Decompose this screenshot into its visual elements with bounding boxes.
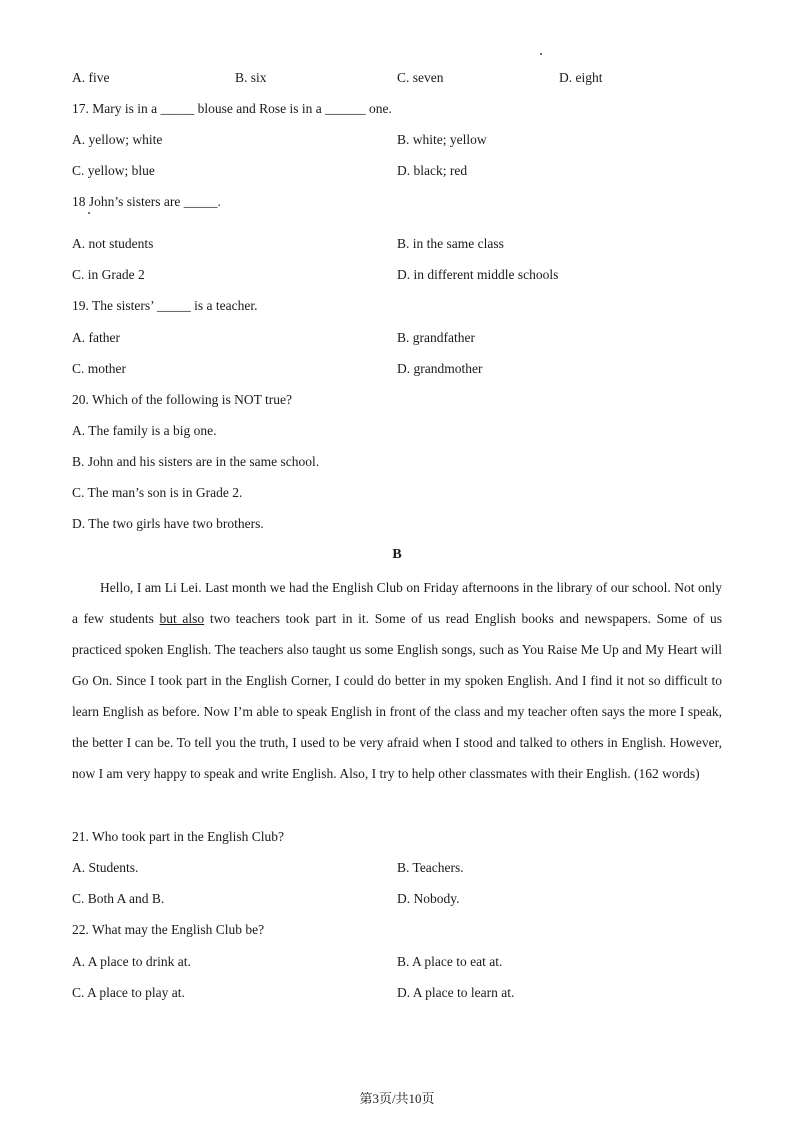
q18-option-d[interactable]: D. in different middle schools [397,267,559,282]
q22-option-a[interactable]: A. A place to drink at. [72,954,191,969]
q16-option-a[interactable]: A. five [72,70,110,85]
q22-option-b[interactable]: B. A place to eat at. [397,954,503,969]
q20-option-b[interactable]: B. John and his sisters are in the same school. [72,454,320,469]
q19-stem: 19. The sisters’ _____ is a teacher. [72,298,258,313]
passage-text-2: two teachers took part in it. Some of us read English books and newspapers. Some of us practiced spoken English. The teachers also taught us some English songs, such as You Raise Me Up and My Heart will Go On. Since I took part in the English Corner, I could do better in my spoken English. And I find it not so difficult to learn English as before. Now I’m able to speak English in front of the class and my teacher often says the more I speak, the better I can be. To tell you the truth, I used to be very afraid when I stood and talked to others in English. However, now I am very happy to speak and write English. Also, I try to help other classmates with their English. (162 words) [72,611,722,781]
q21-option-d[interactable]: D. Nobody. [397,891,460,906]
passage-text-1: Hello, I am Li Lei. Last month we had the English Club on Friday afternoons in the library of our school. Not only a few students [72,580,722,626]
page-number-footer: 第3页/共10页 [359,1091,435,1106]
reading-passage [72,572,722,789]
q18-stem: 18 John’s sisters are _____. [72,194,221,209]
passage-underlined-phrase: but also [159,611,205,626]
q16-option-d[interactable]: D. eight [559,70,603,85]
q18-option-b[interactable]: B. in the same class [397,236,504,251]
q17-option-b[interactable]: B. white; yellow [397,132,487,147]
q19-option-c[interactable]: C. mother [72,361,126,376]
q18-number-dot [88,212,90,214]
q17-stem: 17. Mary is in a _____ blouse and Rose is in a ______ one. [72,101,392,116]
q17-option-d[interactable]: D. black; red [397,163,468,178]
section-b-title: B [392,547,402,562]
q21-option-b[interactable]: B. Teachers. [397,860,464,875]
q21-option-c[interactable]: C. Both A and B. [72,891,165,906]
q19-option-d[interactable]: D. grandmother [397,361,483,376]
scan-speck [540,53,542,55]
q16-option-b[interactable]: B. six [235,70,267,85]
q21-option-a[interactable]: A. Students. [72,860,139,875]
q20-option-c[interactable]: C. The man’s son is in Grade 2. [72,485,243,500]
q17-option-a[interactable]: A. yellow; white [72,132,163,147]
q21-stem: 21. Who took part in the English Club? [72,829,284,844]
q20-stem: 20. Which of the following is NOT true? [72,392,292,407]
q20-option-a[interactable]: A. The family is a big one. [72,423,217,438]
q22-stem: 22. What may the English Club be? [72,922,265,937]
q19-option-b[interactable]: B. grandfather [397,330,475,345]
q18-option-c[interactable]: C. in Grade 2 [72,267,145,282]
q22-option-d[interactable]: D. A place to learn at. [397,985,515,1000]
q17-option-c[interactable]: C. yellow; blue [72,163,155,178]
q18-option-a[interactable]: A. not students [72,236,154,251]
q22-option-c[interactable]: C. A place to play at. [72,985,185,1000]
q16-option-c[interactable]: C. seven [397,70,444,85]
q19-option-a[interactable]: A. father [72,330,120,345]
q20-option-d[interactable]: D. The two girls have two brothers. [72,516,264,531]
